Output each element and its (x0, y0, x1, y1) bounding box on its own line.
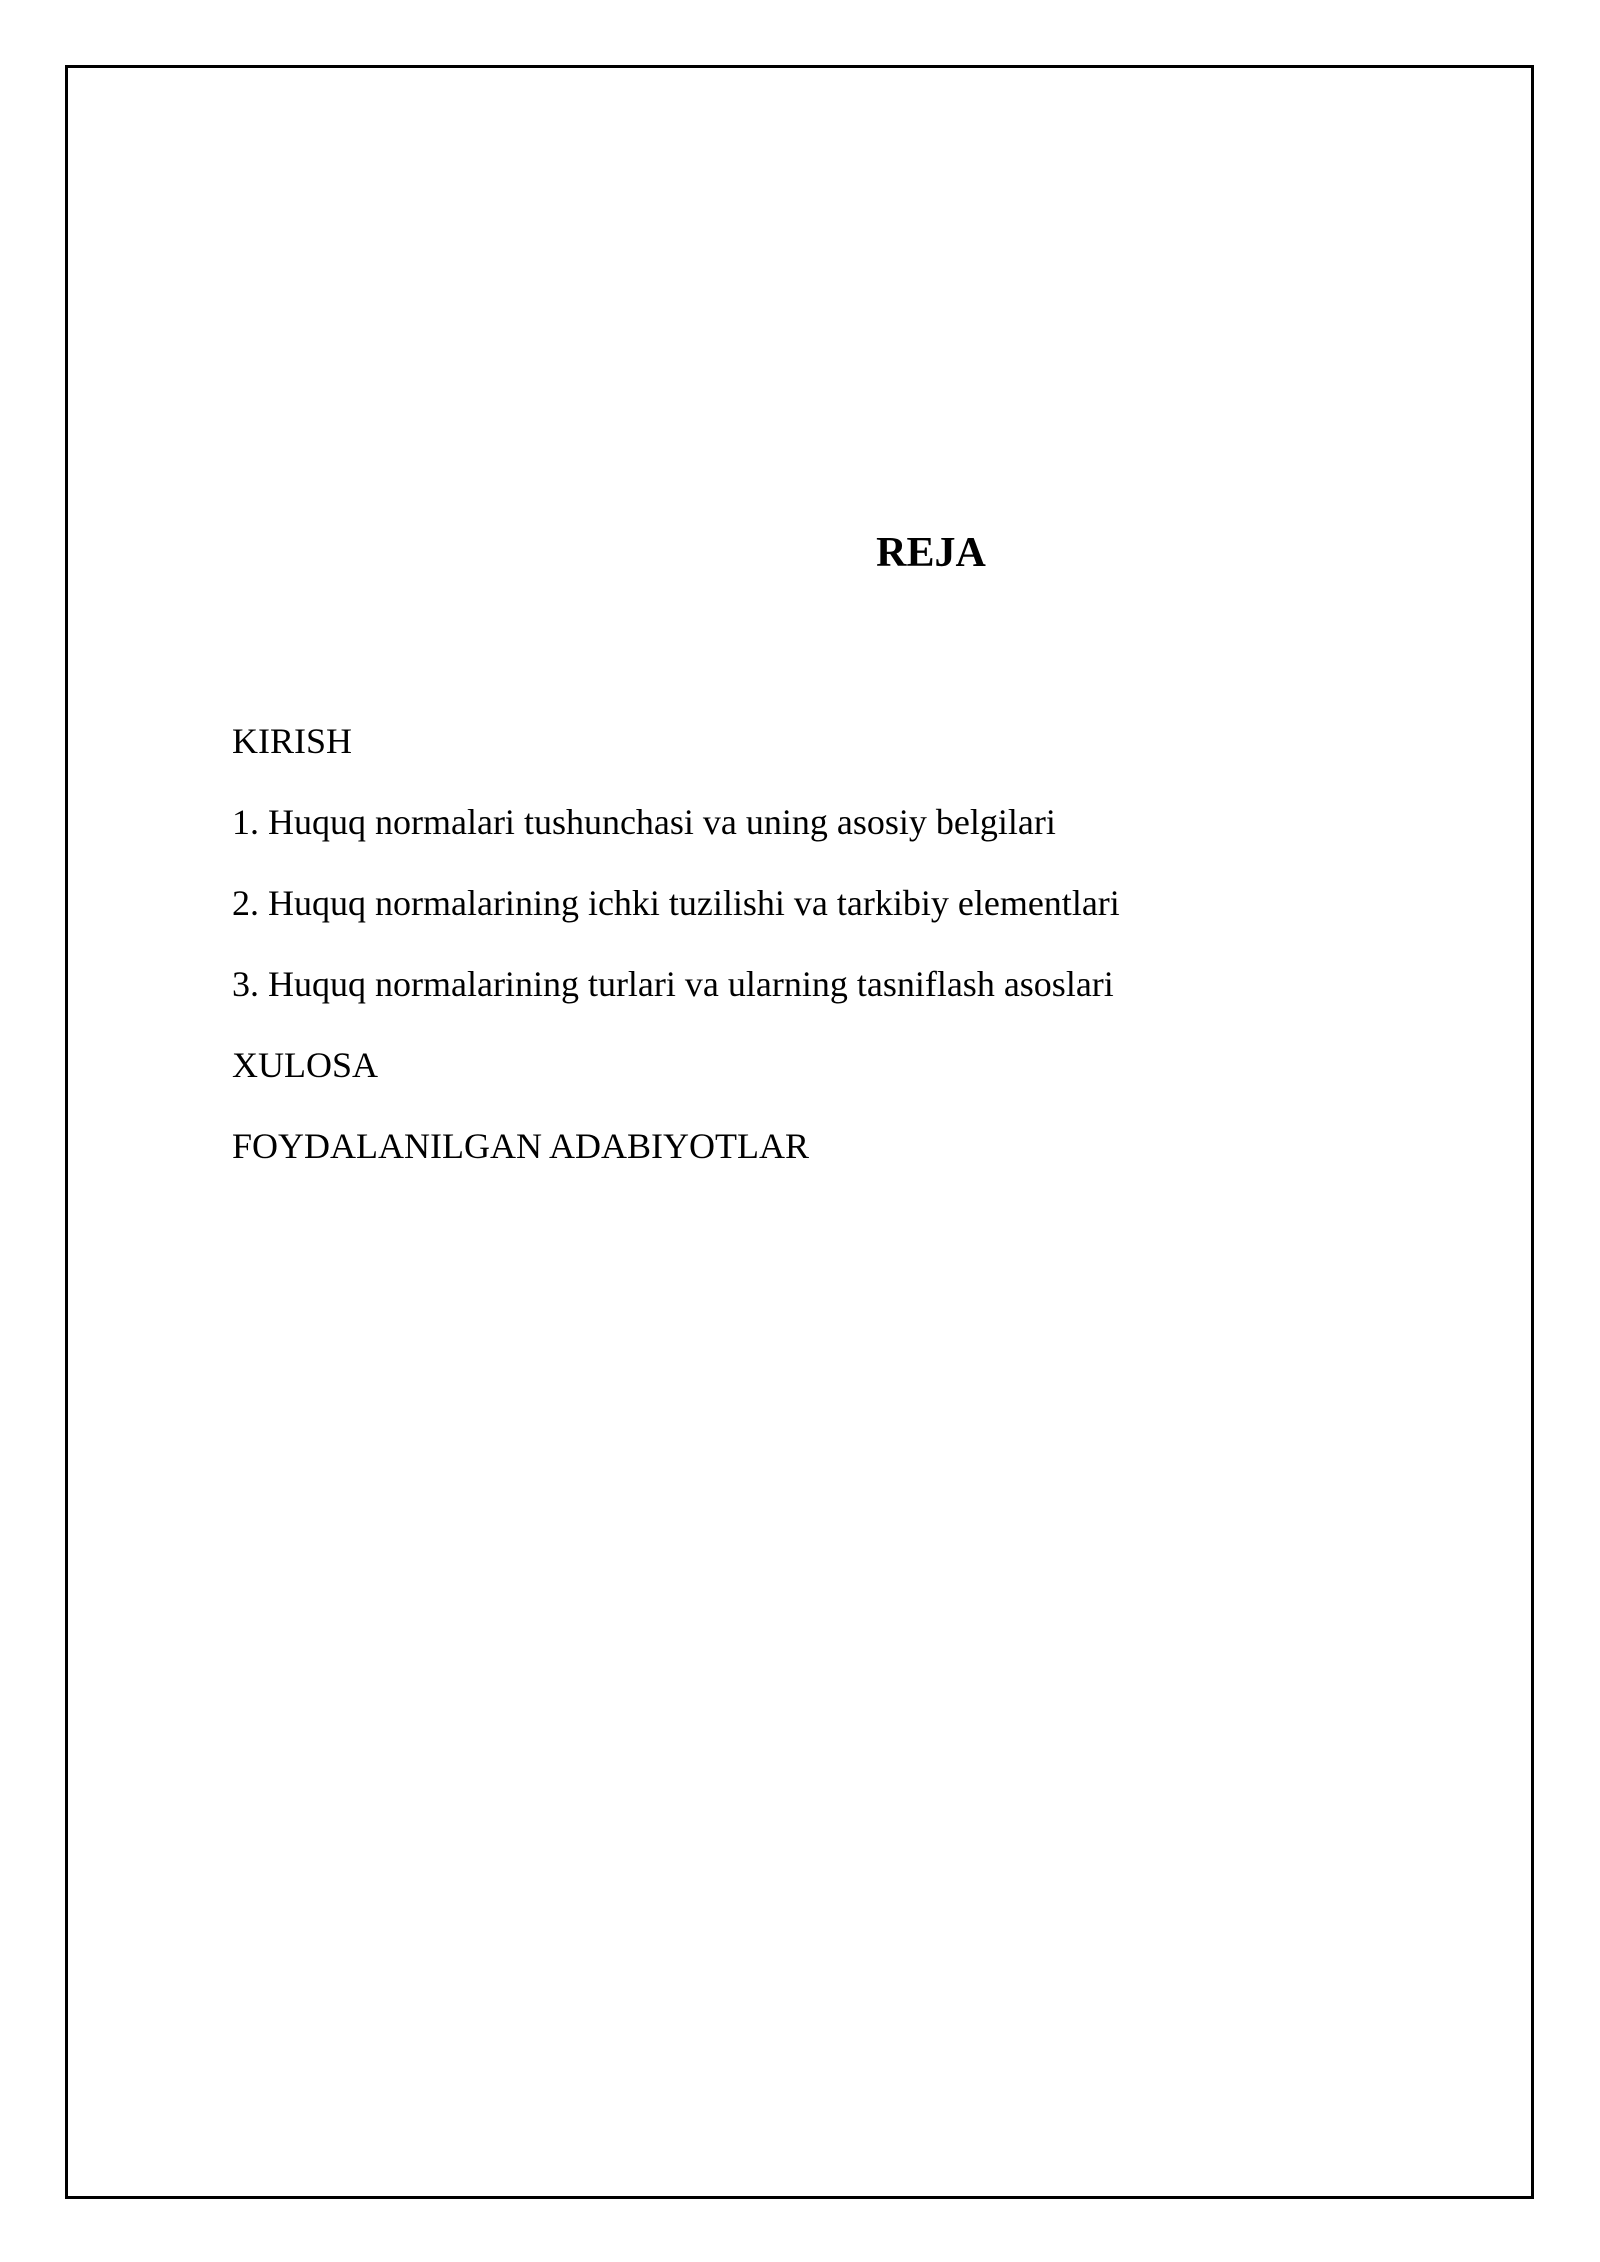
plan-item-conclusion: XULOSA (232, 1045, 379, 1085)
plan-list (232, 701, 1120, 1187)
plan-item-references: FOYDALANILGAN ADABIYOTLAR (232, 1126, 809, 1166)
plan-item-1: 1. Huquq normalari tushunchasi va uning asosiy belgilari (232, 802, 1056, 842)
plan-item-2: 2. Huquq normalarining ichki tuzilishi va tarkibiy elementlari (232, 883, 1120, 923)
plan-item-3: 3. Huquq normalarining turlari va ularning tasniflash asoslari (232, 964, 1114, 1004)
page-frame (65, 65, 1534, 2199)
plan-item-introduction: KIRISH (232, 721, 353, 761)
page-title: REJA (876, 530, 986, 576)
